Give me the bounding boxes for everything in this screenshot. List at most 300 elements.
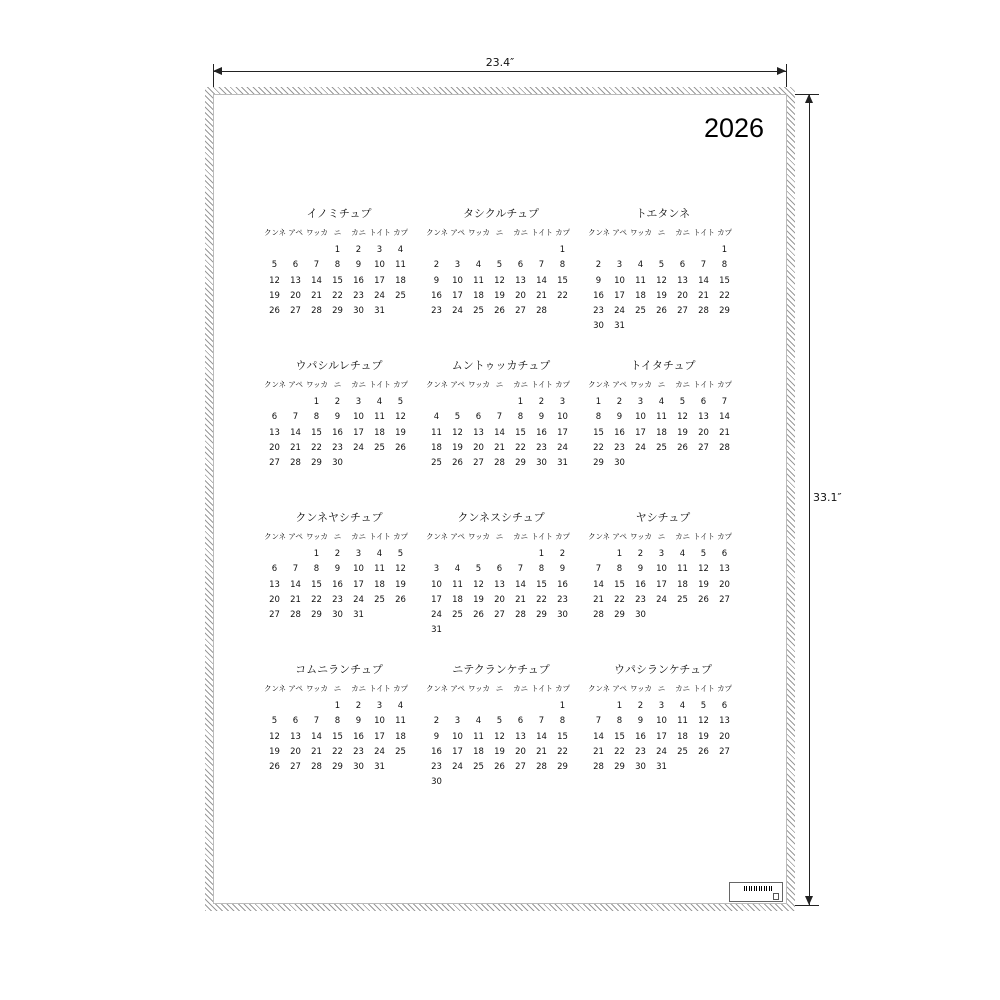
weekday-label: カニ — [513, 228, 528, 237]
empty-day-cell — [468, 395, 489, 410]
day-cell: 25 — [395, 746, 406, 757]
empty-day-cell — [306, 699, 327, 714]
day-cell: 6 — [721, 549, 728, 559]
day-cell: 29 — [557, 762, 568, 773]
day-cell: 17 — [452, 290, 463, 301]
day-cell: 5 — [397, 549, 404, 559]
day-cell: 9 — [355, 260, 362, 271]
height-dimension-label: 33.1″ — [813, 491, 842, 504]
day-cell: 21 — [515, 594, 526, 605]
day-cell: 13 — [719, 716, 730, 727]
day-cell: 12 — [677, 412, 688, 423]
empty-day-cell — [468, 699, 489, 714]
weekday-label: カニ — [675, 380, 690, 389]
month-block — [426, 358, 576, 471]
month-title: クンネスシチュプ — [457, 511, 545, 524]
weekday-label: ワッカ — [630, 684, 652, 693]
day-cell: 30 — [536, 458, 547, 469]
day-cell: 16 — [593, 290, 604, 301]
weekday-label: ワッカ — [468, 532, 490, 541]
day-cell: 23 — [635, 746, 646, 757]
day-cell: 19 — [494, 290, 505, 301]
day-cell: 15 — [536, 579, 547, 590]
empty-day-cell — [426, 395, 447, 410]
day-cell: 1 — [721, 245, 728, 255]
barcode-icon — [744, 886, 774, 891]
day-cell: 1 — [559, 245, 566, 255]
height-dimension-tick-bottom — [795, 905, 819, 906]
day-cell: 15 — [515, 427, 526, 438]
day-cell: 9 — [616, 412, 623, 423]
day-cell: 7 — [292, 564, 299, 575]
day-cell: 10 — [656, 564, 667, 575]
month-title: イノミチュプ — [306, 207, 372, 220]
day-cell: 23 — [557, 594, 568, 605]
weekday-header — [264, 531, 414, 543]
day-cell: 3 — [637, 397, 644, 407]
day-cell: 30 — [593, 321, 604, 332]
month-title: ムントゥッカチュプ — [451, 359, 551, 372]
weekday-label: アペ — [288, 684, 303, 693]
day-cell: 16 — [635, 579, 646, 590]
day-cell: 1 — [559, 701, 566, 711]
month-block — [588, 358, 738, 471]
weekday-label: カプ — [555, 228, 570, 237]
day-cell: 5 — [454, 412, 461, 423]
weekday-label: ワッカ — [468, 228, 490, 237]
day-cell: 19 — [452, 442, 463, 453]
weekday-label: アペ — [450, 228, 465, 237]
day-cell: 27 — [269, 610, 280, 621]
weekday-label: カプ — [717, 380, 732, 389]
day-cell: 31 — [374, 762, 385, 773]
day-cell: 5 — [496, 716, 503, 727]
day-cell: 17 — [635, 427, 646, 438]
day-cell: 20 — [494, 594, 505, 605]
day-cell: 24 — [635, 442, 646, 453]
day-cell: 24 — [557, 442, 568, 453]
weekday-label: トイト — [531, 228, 553, 237]
day-cell: 14 — [494, 427, 505, 438]
day-cell: 4 — [397, 701, 404, 711]
day-cell: 1 — [616, 549, 623, 559]
day-grid — [588, 699, 738, 775]
day-cell: 26 — [395, 594, 406, 605]
day-cell: 21 — [290, 594, 301, 605]
day-cell: 7 — [517, 564, 524, 575]
day-cell: 20 — [698, 427, 709, 438]
day-cell: 4 — [397, 245, 404, 255]
day-cell: 6 — [292, 260, 299, 271]
day-cell: 25 — [677, 746, 688, 757]
day-cell: 23 — [353, 746, 364, 757]
empty-day-cell — [531, 699, 552, 714]
day-cell: 9 — [538, 412, 545, 423]
day-cell: 5 — [397, 397, 404, 407]
weekday-label: カプ — [717, 532, 732, 541]
day-cell: 19 — [656, 290, 667, 301]
month-title: トエタンネ — [635, 207, 691, 220]
empty-day-cell — [630, 243, 651, 258]
day-cell: 8 — [721, 260, 728, 271]
day-cell: 6 — [496, 564, 503, 575]
day-cell: 3 — [454, 260, 461, 271]
day-grid — [588, 243, 738, 335]
day-cell: 22 — [332, 746, 343, 757]
day-cell: 11 — [395, 716, 406, 727]
day-cell: 30 — [353, 306, 364, 317]
day-cell: 20 — [269, 442, 280, 453]
day-cell: 21 — [536, 290, 547, 301]
day-cell: 11 — [452, 579, 463, 590]
empty-day-cell — [510, 243, 531, 258]
day-cell: 18 — [374, 579, 385, 590]
day-cell: 27 — [515, 306, 526, 317]
day-cell: 3 — [616, 260, 623, 271]
day-cell: 8 — [538, 564, 545, 575]
day-cell: 1 — [334, 701, 341, 711]
weekday-label: アペ — [288, 532, 303, 541]
day-cell: 2 — [334, 397, 341, 407]
day-cell: 21 — [311, 290, 322, 301]
weekday-label: ワッカ — [306, 228, 328, 237]
day-cell: 9 — [595, 275, 602, 286]
day-cell: 25 — [473, 306, 484, 317]
day-cell: 16 — [332, 427, 343, 438]
weekday-label: カプ — [393, 532, 408, 541]
day-cell: 20 — [473, 442, 484, 453]
day-cell: 25 — [374, 442, 385, 453]
weekday-label: クンネ — [426, 532, 448, 541]
day-cell: 19 — [494, 746, 505, 757]
day-cell: 30 — [557, 610, 568, 621]
day-cell: 22 — [311, 442, 322, 453]
weekday-label: クンネ — [264, 684, 286, 693]
weekday-label: クンネ — [264, 228, 286, 237]
day-cell: 17 — [374, 275, 385, 286]
weekday-label: ニ — [495, 684, 504, 693]
day-cell: 12 — [269, 731, 280, 742]
weekday-label: カプ — [393, 684, 408, 693]
day-cell: 9 — [637, 716, 644, 727]
month-title: ヤシチュプ — [635, 511, 691, 524]
month-block — [264, 510, 414, 623]
weekday-label: カニ — [513, 380, 528, 389]
day-cell: 21 — [593, 746, 604, 757]
day-cell: 1 — [616, 701, 623, 711]
day-cell: 24 — [374, 290, 385, 301]
day-cell: 24 — [431, 610, 442, 621]
weekday-header — [588, 379, 738, 391]
day-cell: 4 — [376, 397, 383, 407]
height-dimension-arrow — [809, 94, 810, 905]
day-cell: 4 — [637, 260, 644, 271]
weekday-label: トイト — [693, 684, 715, 693]
empty-day-cell — [588, 243, 609, 258]
day-cell: 8 — [559, 260, 566, 271]
day-cell: 23 — [431, 762, 442, 773]
day-cell: 23 — [593, 306, 604, 317]
day-cell: 22 — [515, 442, 526, 453]
day-cell: 11 — [395, 260, 406, 271]
weekday-label: ニ — [333, 684, 342, 693]
empty-day-cell — [531, 243, 552, 258]
day-grid — [426, 699, 576, 791]
day-grid — [588, 395, 738, 471]
day-cell: 3 — [658, 549, 665, 559]
day-cell: 28 — [494, 458, 505, 469]
day-cell: 14 — [719, 412, 730, 423]
day-cell: 17 — [374, 731, 385, 742]
day-cell: 31 — [656, 762, 667, 773]
day-cell: 29 — [593, 458, 604, 469]
empty-day-cell — [264, 243, 285, 258]
day-cell: 27 — [269, 458, 280, 469]
barcode-box-icon — [773, 893, 779, 900]
day-cell: 10 — [656, 716, 667, 727]
day-cell: 26 — [677, 442, 688, 453]
day-cell: 1 — [313, 549, 320, 559]
weekday-header — [588, 683, 738, 695]
day-cell: 18 — [395, 731, 406, 742]
day-cell: 30 — [332, 458, 343, 469]
day-cell: 2 — [433, 716, 440, 727]
empty-day-cell — [264, 699, 285, 714]
weekday-label: ワッカ — [306, 684, 328, 693]
day-cell: 2 — [637, 701, 644, 711]
day-cell: 29 — [332, 762, 343, 773]
day-cell: 20 — [290, 290, 301, 301]
month-block — [588, 510, 738, 623]
day-cell: 26 — [494, 762, 505, 773]
empty-day-cell — [264, 547, 285, 562]
day-cell: 21 — [494, 442, 505, 453]
day-cell: 23 — [332, 594, 343, 605]
weekday-label: カプ — [717, 684, 732, 693]
day-cell: 24 — [374, 746, 385, 757]
day-cell: 25 — [374, 594, 385, 605]
day-cell: 24 — [353, 594, 364, 605]
day-cell: 6 — [679, 260, 686, 271]
empty-day-cell — [285, 395, 306, 410]
day-cell: 5 — [271, 260, 278, 271]
day-cell: 13 — [290, 731, 301, 742]
day-cell: 31 — [614, 321, 625, 332]
empty-day-cell — [489, 699, 510, 714]
day-cell: 11 — [677, 564, 688, 575]
weekday-label: アペ — [288, 380, 303, 389]
day-cell: 25 — [677, 594, 688, 605]
weekday-label: クンネ — [264, 380, 286, 389]
weekday-label: クンネ — [588, 532, 610, 541]
weekday-label: カプ — [555, 380, 570, 389]
weekday-label: トイト — [369, 684, 391, 693]
day-grid — [426, 547, 576, 639]
day-cell: 23 — [614, 442, 625, 453]
day-cell: 24 — [452, 762, 463, 773]
day-cell: 28 — [593, 610, 604, 621]
empty-day-cell — [588, 547, 609, 562]
day-cell: 26 — [473, 610, 484, 621]
weekday-header — [426, 683, 576, 695]
month-block — [264, 206, 414, 319]
weekday-label: アペ — [450, 684, 465, 693]
day-cell: 11 — [374, 564, 385, 575]
weekday-label: カニ — [351, 380, 366, 389]
day-cell: 17 — [431, 594, 442, 605]
weekday-label: ニ — [333, 228, 342, 237]
day-cell: 29 — [719, 306, 730, 317]
day-cell: 6 — [700, 397, 707, 407]
day-cell: 7 — [313, 716, 320, 727]
day-cell: 2 — [334, 549, 341, 559]
month-block — [264, 358, 414, 471]
day-cell: 23 — [536, 442, 547, 453]
weekday-label: カニ — [513, 684, 528, 693]
width-dimension-arrow — [213, 71, 786, 72]
day-cell: 9 — [433, 275, 440, 286]
day-cell: 20 — [269, 594, 280, 605]
weekday-label: ワッカ — [306, 532, 328, 541]
day-cell: 18 — [452, 594, 463, 605]
weekday-header — [588, 531, 738, 543]
day-cell: 30 — [431, 777, 442, 788]
day-cell: 26 — [494, 306, 505, 317]
month-title: ウパシランケチュプ — [613, 663, 712, 676]
day-cell: 16 — [536, 427, 547, 438]
day-cell: 19 — [269, 290, 280, 301]
day-cell: 18 — [656, 427, 667, 438]
width-dimension-label: 23.4″ — [485, 56, 515, 69]
day-cell: 18 — [635, 290, 646, 301]
day-cell: 7 — [538, 260, 545, 271]
day-cell: 7 — [595, 564, 602, 575]
day-cell: 27 — [290, 762, 301, 773]
day-cell: 27 — [290, 306, 301, 317]
day-cell: 13 — [698, 412, 709, 423]
day-cell: 10 — [557, 412, 568, 423]
day-cell: 2 — [355, 701, 362, 711]
day-cell: 25 — [395, 290, 406, 301]
weekday-label: カニ — [675, 684, 690, 693]
weekday-label: アペ — [450, 380, 465, 389]
weekday-label: アペ — [288, 228, 303, 237]
day-cell: 21 — [536, 746, 547, 757]
weekday-header — [264, 379, 414, 391]
weekday-label: カニ — [351, 532, 366, 541]
empty-day-cell — [447, 243, 468, 258]
calendar-year: 2026 — [704, 113, 765, 143]
weekday-label: ニ — [495, 532, 504, 541]
day-cell: 26 — [698, 746, 709, 757]
month-block — [426, 206, 576, 319]
day-cell: 7 — [700, 260, 707, 271]
day-cell: 1 — [595, 397, 602, 407]
day-cell: 17 — [557, 427, 568, 438]
empty-day-cell — [510, 547, 531, 562]
weekday-label: ワッカ — [306, 380, 328, 389]
day-cell: 8 — [595, 412, 602, 423]
day-cell: 29 — [311, 610, 322, 621]
day-cell: 23 — [353, 290, 364, 301]
day-cell: 17 — [452, 746, 463, 757]
day-cell: 29 — [614, 762, 625, 773]
day-cell: 19 — [473, 594, 484, 605]
day-grid — [588, 547, 738, 623]
day-cell: 12 — [494, 731, 505, 742]
day-cell: 2 — [538, 397, 545, 407]
day-cell: 15 — [557, 731, 568, 742]
day-cell: 16 — [635, 731, 646, 742]
day-cell: 12 — [698, 716, 709, 727]
weekday-label: カニ — [513, 532, 528, 541]
day-cell: 24 — [656, 594, 667, 605]
day-cell: 10 — [614, 275, 625, 286]
day-cell: 7 — [721, 397, 728, 407]
day-cell: 25 — [656, 442, 667, 453]
day-cell: 12 — [494, 275, 505, 286]
day-cell: 8 — [334, 260, 341, 271]
day-cell: 2 — [637, 549, 644, 559]
month-block — [588, 662, 738, 775]
weekday-label: ニ — [657, 532, 666, 541]
day-cell: 28 — [698, 306, 709, 317]
day-cell: 15 — [593, 427, 604, 438]
day-cell: 15 — [332, 275, 343, 286]
day-cell: 3 — [355, 549, 362, 559]
day-cell: 18 — [374, 427, 385, 438]
month-title: トイタチュプ — [630, 359, 696, 372]
day-cell: 27 — [677, 306, 688, 317]
day-cell: 25 — [452, 610, 463, 621]
day-cell: 19 — [698, 731, 709, 742]
weekday-label: トイト — [531, 532, 553, 541]
day-cell: 20 — [719, 579, 730, 590]
weekday-label: トイト — [531, 380, 553, 389]
month-title: タシクルチュプ — [462, 207, 540, 220]
day-cell: 14 — [290, 427, 301, 438]
empty-day-cell — [468, 243, 489, 258]
day-cell: 8 — [334, 716, 341, 727]
day-cell: 20 — [719, 731, 730, 742]
day-cell: 20 — [290, 746, 301, 757]
month-title: ニテクランケチュプ — [452, 663, 550, 676]
weekday-label: トイト — [531, 684, 553, 693]
day-cell: 10 — [353, 564, 364, 575]
day-cell: 4 — [679, 701, 686, 711]
day-cell: 13 — [515, 731, 526, 742]
day-cell: 11 — [374, 412, 385, 423]
day-cell: 16 — [353, 275, 364, 286]
weekday-label: ニ — [657, 380, 666, 389]
day-cell: 22 — [311, 594, 322, 605]
weekday-label: ニ — [495, 380, 504, 389]
day-cell: 13 — [515, 275, 526, 286]
day-cell: 9 — [559, 564, 566, 575]
day-cell: 31 — [353, 610, 364, 621]
day-cell: 11 — [431, 427, 442, 438]
day-cell: 20 — [515, 290, 526, 301]
day-cell: 4 — [475, 716, 482, 727]
month-block — [426, 510, 576, 639]
day-cell: 14 — [698, 275, 709, 286]
day-cell: 28 — [290, 610, 301, 621]
day-cell: 18 — [677, 579, 688, 590]
day-cell: 13 — [473, 427, 484, 438]
weekday-label: クンネ — [588, 228, 610, 237]
day-cell: 28 — [311, 306, 322, 317]
day-cell: 4 — [679, 549, 686, 559]
